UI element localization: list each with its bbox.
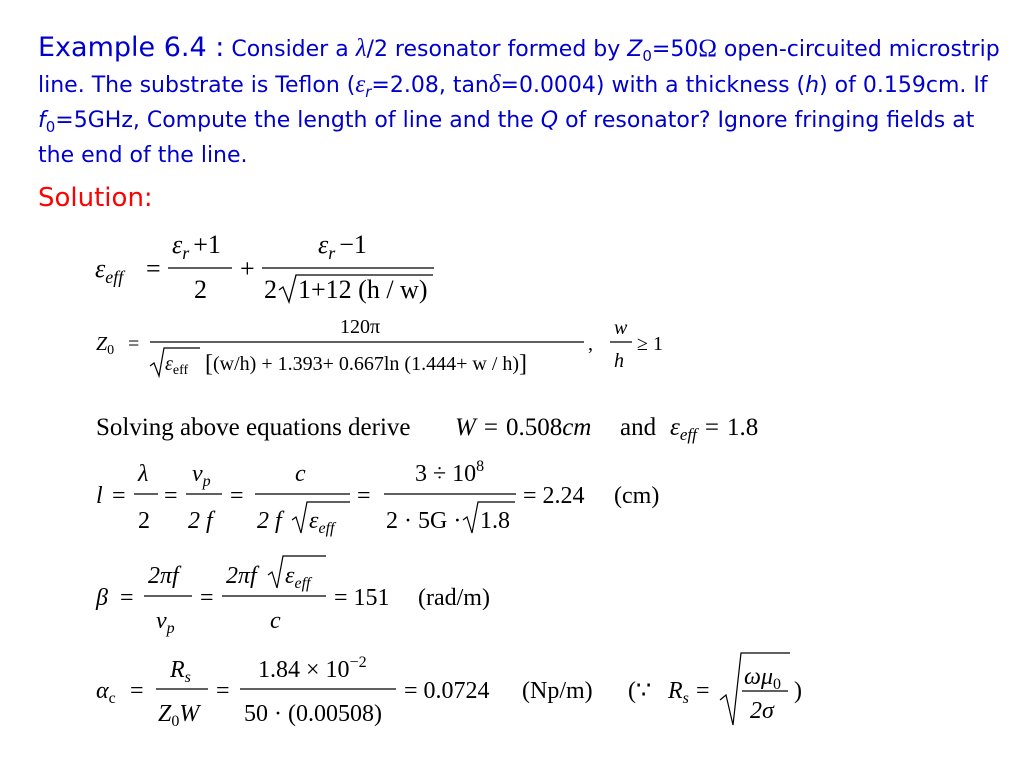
symbol-q: Q bbox=[540, 108, 559, 133]
eq2-numerator: 120π bbox=[340, 316, 381, 338]
eq2-lhs: $Z_0$ bbox=[96, 333, 115, 358]
equals-sign: = bbox=[230, 483, 244, 509]
comma: , bbox=[588, 333, 593, 355]
eq6-f2-den: 50 · (0.00508) bbox=[244, 701, 382, 727]
cond-denominator: h bbox=[614, 350, 624, 372]
and-text: and bbox=[620, 414, 657, 441]
symbol-omega: Ω bbox=[698, 35, 717, 62]
eq4-f2-den: 2 f bbox=[188, 508, 213, 534]
equals-sign: = bbox=[128, 333, 140, 355]
cond-numerator: w bbox=[614, 317, 628, 339]
eq-beta bbox=[95, 556, 490, 637]
eq5-f1-num: 2πf bbox=[148, 563, 179, 589]
eq4-result: = 2.24 bbox=[523, 483, 585, 509]
text-fragment: open-circuited microstrip line. The substrate is Teflon ( bbox=[38, 37, 1000, 98]
eq4-lhs: l bbox=[96, 483, 103, 509]
text-fragment: =5GHz, Compute the length of line and the bbox=[55, 108, 541, 133]
symbol-delta: δ bbox=[488, 71, 501, 98]
equals-sign: = bbox=[200, 585, 214, 611]
eq1-num1: $\varepsilon_r +1$ bbox=[172, 230, 221, 263]
eq4-f3-den: 2 f bbox=[257, 508, 282, 534]
eq5-lhs: β bbox=[96, 585, 108, 611]
eq1-den2-coef: 2 bbox=[264, 275, 277, 304]
text-fragment: =0.0004) with a thickness ( bbox=[500, 73, 806, 98]
eq-alpha bbox=[96, 653, 802, 730]
text-fragment: =50 bbox=[651, 37, 699, 62]
eq4-f2-num: $v_p$ bbox=[192, 461, 211, 490]
example-label: Example 6.4 : bbox=[38, 32, 225, 63]
eq1-lhs: $\varepsilon_{eff}$ bbox=[95, 254, 124, 287]
eq5-f1-den: $v_p$ bbox=[156, 608, 175, 637]
eq6-frac-den: 2σ bbox=[750, 698, 774, 724]
text-fragment: of resonator? Ignore fringing fields at the end of the line. bbox=[38, 108, 975, 168]
eq5-result: = 151 bbox=[334, 585, 390, 611]
eq6-frac-num: $\omega\mu_0$ bbox=[744, 664, 781, 693]
eq4-f4-den: 2 · 5G · bbox=[386, 508, 462, 534]
subscript-r: r bbox=[365, 83, 372, 101]
eq1-den1: 2 bbox=[194, 275, 207, 304]
eq-solving bbox=[96, 414, 758, 444]
eq6-f2-num: $1.84 \times 10^{-2}$ bbox=[258, 654, 367, 683]
eq4-f3-eps: $\varepsilon_{eff}$ bbox=[309, 508, 335, 537]
symbol-lambda: λ bbox=[355, 35, 367, 62]
eq1-den2-radicand: 1+12 (h / w) bbox=[298, 275, 428, 304]
eq4-f4-radicand: 1.8 bbox=[480, 508, 510, 534]
equals-sign: = bbox=[120, 585, 134, 611]
eq5-f2-den: c bbox=[270, 608, 281, 634]
text-fragment: Consider a bbox=[224, 37, 356, 62]
symbol-f: f bbox=[38, 108, 46, 133]
text-fragment: ) of 0.159cm. If bbox=[819, 73, 988, 98]
eq6-f1-num: $R_s$ bbox=[170, 657, 191, 686]
because-sign: (∵ bbox=[628, 678, 652, 704]
eq2-den-eps: $\varepsilon_{eff}$ bbox=[165, 353, 189, 378]
equals-sign: = bbox=[357, 483, 371, 509]
text-fragment: =2.08, tan bbox=[371, 73, 489, 98]
text-fragment: /2 resonator formed by bbox=[366, 37, 628, 62]
eq4-f3-num: c bbox=[295, 461, 306, 487]
symbol-h: h bbox=[805, 73, 820, 98]
subscript-0: 0 bbox=[642, 47, 652, 65]
equals-sign: = bbox=[130, 678, 144, 704]
equals-sign: = bbox=[164, 483, 178, 509]
eq4-f1-den: 2 bbox=[138, 508, 150, 534]
equals-sign: = bbox=[696, 678, 710, 704]
eq5-f2-num: 2πf bbox=[226, 563, 257, 589]
eq2-den-rest: [(w/h) + 1.393+ 0.667ln (1.444+ w / h)] bbox=[205, 351, 528, 377]
w-result: W = 0.508cm bbox=[455, 414, 592, 441]
symbol-z: Z bbox=[627, 37, 643, 62]
close-paren: ) bbox=[794, 678, 802, 704]
eq6-lhs: $\alpha_c$ bbox=[96, 678, 116, 707]
solving-text: Solving above equations derive bbox=[96, 414, 411, 441]
eq6-f1-den: $Z_0W$ bbox=[158, 701, 200, 730]
eps-eff-result: $\varepsilon_{eff} = 1.8$ bbox=[670, 414, 759, 444]
eq6-rs: $R_s$ bbox=[668, 678, 689, 707]
subscript-0: 0 bbox=[45, 118, 56, 136]
eq4-f4-num: $3 \div 10^8$ bbox=[415, 458, 485, 487]
eq5-unit: (rad/m) bbox=[418, 585, 490, 611]
eq4-f1-num: λ bbox=[138, 461, 149, 487]
symbol-epsilon: ε bbox=[355, 71, 366, 98]
solution-label: Solution: bbox=[38, 183, 153, 213]
eq-eps-eff bbox=[95, 230, 434, 304]
eq6-result: = 0.0724 bbox=[404, 678, 490, 704]
equals-sign: = bbox=[216, 678, 230, 704]
plus-sign: + bbox=[240, 254, 255, 283]
eq1-num2: $\varepsilon_r -1$ bbox=[318, 230, 367, 263]
eq5-f2-eps: $\varepsilon_{eff}$ bbox=[285, 563, 311, 592]
equals-sign: = bbox=[146, 254, 161, 283]
eq6-unit: (Np/m) bbox=[522, 678, 593, 704]
eq-z0 bbox=[96, 316, 663, 378]
eq4-unit: (cm) bbox=[614, 483, 660, 509]
equals-sign: = bbox=[112, 483, 126, 509]
cond-relation: ≥ 1 bbox=[637, 333, 663, 355]
eq-length bbox=[96, 458, 659, 537]
